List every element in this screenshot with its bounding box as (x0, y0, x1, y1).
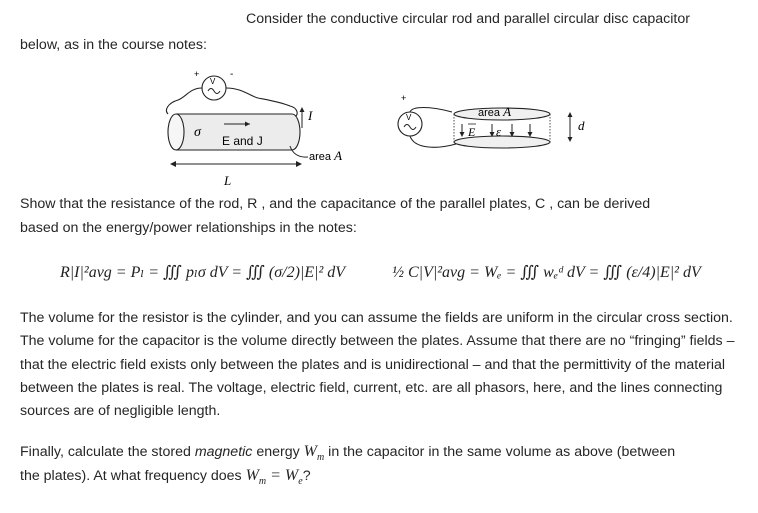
cap-gap-arrowhead-bottom (568, 137, 573, 142)
cap-area-label: area A (478, 104, 512, 119)
body-paragraph-1: The volume for the resistor is the cylinder, and you can assume the fields are uniform in the circular cross section. The volume for the capacitor is the volume directly between the plates. Assume that there are no “fringing” fields – that the electric field exists only between the plates and is unidirectional – and that the permittivity of the material between the plates is real. The voltage, electric field, current, etc. are all phasors, here, and the lines connecting sources are of negligible length. (20, 310, 735, 420)
rod-area-label: area A (309, 148, 343, 163)
p2-text-a: Finally, calculate the stored (20, 444, 195, 460)
rod-end-left (168, 114, 184, 150)
intro-line-1: Consider the conductive circular rod and parallel circular disc capacitor (246, 11, 690, 27)
rod-current-arrowhead (300, 107, 305, 112)
cap-source-v: V (406, 113, 412, 122)
rod-length-label: L (224, 173, 232, 188)
cap-gap-arrowhead-top (568, 112, 573, 117)
rod-source-sine (208, 89, 220, 94)
rod-wire (166, 88, 297, 116)
rod-source-plus: + (194, 69, 200, 79)
intro-line-2: below, as in the course notes: (20, 37, 207, 53)
cap-wire-top (410, 108, 452, 113)
p2-Wm-symbol: $W_m$ (303, 443, 325, 464)
p3-text-a: the plates). At what frequency does (20, 468, 246, 484)
rod-length-arrowhead-right (296, 161, 302, 167)
rod-field-label: E and J (222, 134, 263, 148)
rod-current-label: I (308, 108, 313, 123)
question-line-1: Show that the resistance of the rod, R , and the capacitance of the parallel plates, C , can be derived (20, 196, 651, 212)
cap-source-sine (404, 125, 416, 130)
cap-wire-bottom (410, 136, 456, 147)
cap-epsilon: ε (496, 124, 502, 139)
p2-magnetic: magnetic (194, 444, 253, 460)
cap-source-plus: + (401, 93, 407, 103)
cap-gap-label: d (578, 118, 585, 133)
rod-source-v: V (210, 77, 216, 86)
capacitor-figure (390, 92, 600, 172)
body-paragraph-2-line-2 (20, 464, 311, 493)
rod-length-arrowhead-left (170, 161, 176, 167)
question-line-2: based on the energy/power relationships in the notes: (20, 220, 357, 236)
resistor-equation: R|I|²avg = Pₗ = ∭ pₗσ dV = ∭ (σ/2)|E|² dV (60, 264, 346, 281)
p2-text-c: in the capacitor in the same volume as above (between (324, 444, 676, 460)
rod-sigma: σ (194, 125, 201, 140)
p3-Wm-equals-We: $W_m = W_e$ (245, 467, 303, 488)
rod-figure (150, 62, 370, 192)
capacitor-equation: ½ C|V|²avg = Wₑ = ∭ wₑᵈ dV = ∭ (ε/4)|E|² dV (392, 264, 701, 281)
rod-source-minus: - (230, 69, 234, 80)
p3-text-b: ? (302, 468, 311, 484)
cap-field-label: E (468, 125, 476, 139)
p2-text-b: energy (252, 444, 304, 460)
